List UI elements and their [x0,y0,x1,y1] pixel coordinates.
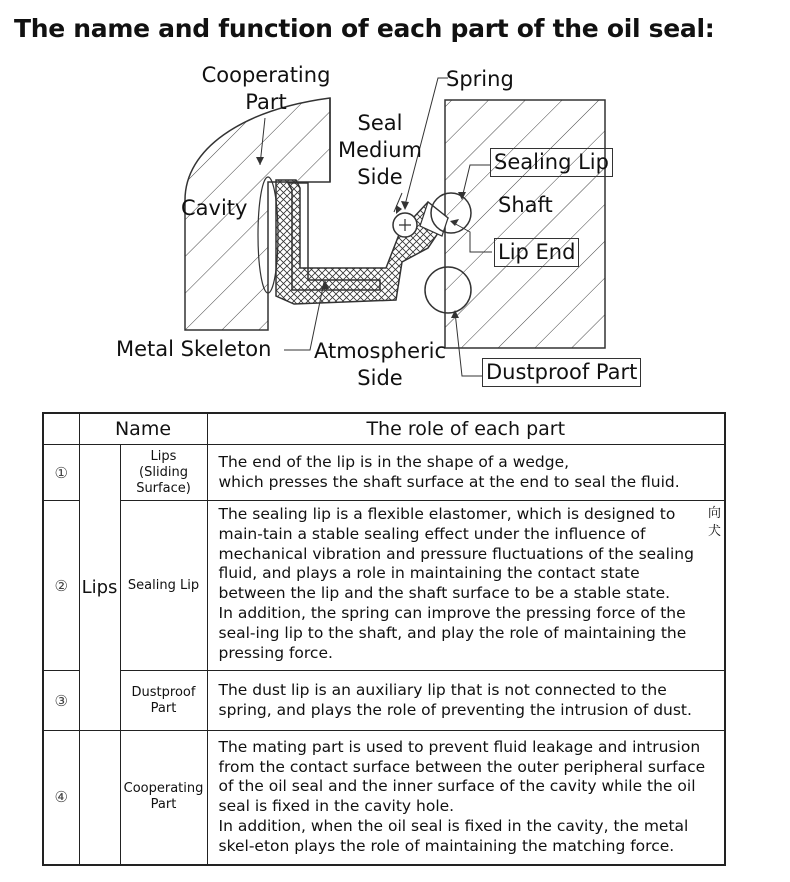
header-blank [43,413,79,445]
label-sealing-lip: Sealing Lip [490,148,613,177]
label-lip-end: Lip End [494,238,579,267]
row-description: The mating part is used to prevent fluid leakage and intrusion from the contact surface between the outer peripheral surface of the oil seal and the inner surface of the cavity while the oil seal is fixed in the cavity hole. In addition, when the oil seal is fixed in the cavity, the metal skel-eton plays the role of maintaining the matching force. [207,731,725,865]
row-description: The dust lip is an auxiliary lip that is not connected to the spring, and plays the role of preventing the intrusion of dust. [207,671,725,731]
table-header-row [43,413,725,445]
row-number: ③ [43,671,79,731]
roles-table [42,412,726,866]
row-description: The sealing lip is a flexible elastomer, which is designed to main-tain a stable sealing effect under the influence of mechanical vibration and pressure fluctuations of the sealing fluid, and plays a role in maintaining the contact state between the lip and the shaft surface to be a stable state. In addition, the spring can improve the pressing force of the seal-ing lip to the shaft, and play the role of maintaining the pressing force. 向 犬 [207,501,725,671]
table-row [43,671,725,731]
row-group-blank [79,731,120,865]
table-row [43,731,725,865]
row-name: Dustproof Part [120,671,207,731]
page-title: The name and function of each part of the oil seal: [14,14,715,43]
label-atmospheric-side: Atmospheric Side [313,339,447,390]
row-name: Lips (Sliding Surface) [120,445,207,501]
label-metal-skeleton: Metal Skeleton [116,337,272,361]
row-number: ② [43,501,79,671]
label-cavity: Cavity [181,196,248,220]
row-number: ④ [43,731,79,865]
margin-note: 向 犬 [707,506,721,539]
label-cooperating-part: Cooperating Part [201,63,331,114]
header-name: Name [79,413,207,445]
table-row [43,501,725,671]
label-spring: Spring [446,67,514,91]
row-name: Cooperating Part [120,731,207,865]
label-dustproof-part: Dustproof Part [482,358,641,387]
group-label-lips: Lips [79,445,120,731]
spring-icon [393,213,417,237]
shaft-body [445,100,605,348]
label-shaft: Shaft [498,193,553,217]
label-seal-medium-side: Seal Medium Side [338,111,422,189]
row-name: Sealing Lip [120,501,207,671]
header-role: The role of each part [207,413,725,445]
row-description: The end of the lip is in the shape of a wedge, which presses the shaft surface at the end to seal the fluid. [207,445,725,501]
table-row [43,445,725,501]
row-number: ① [43,445,79,501]
